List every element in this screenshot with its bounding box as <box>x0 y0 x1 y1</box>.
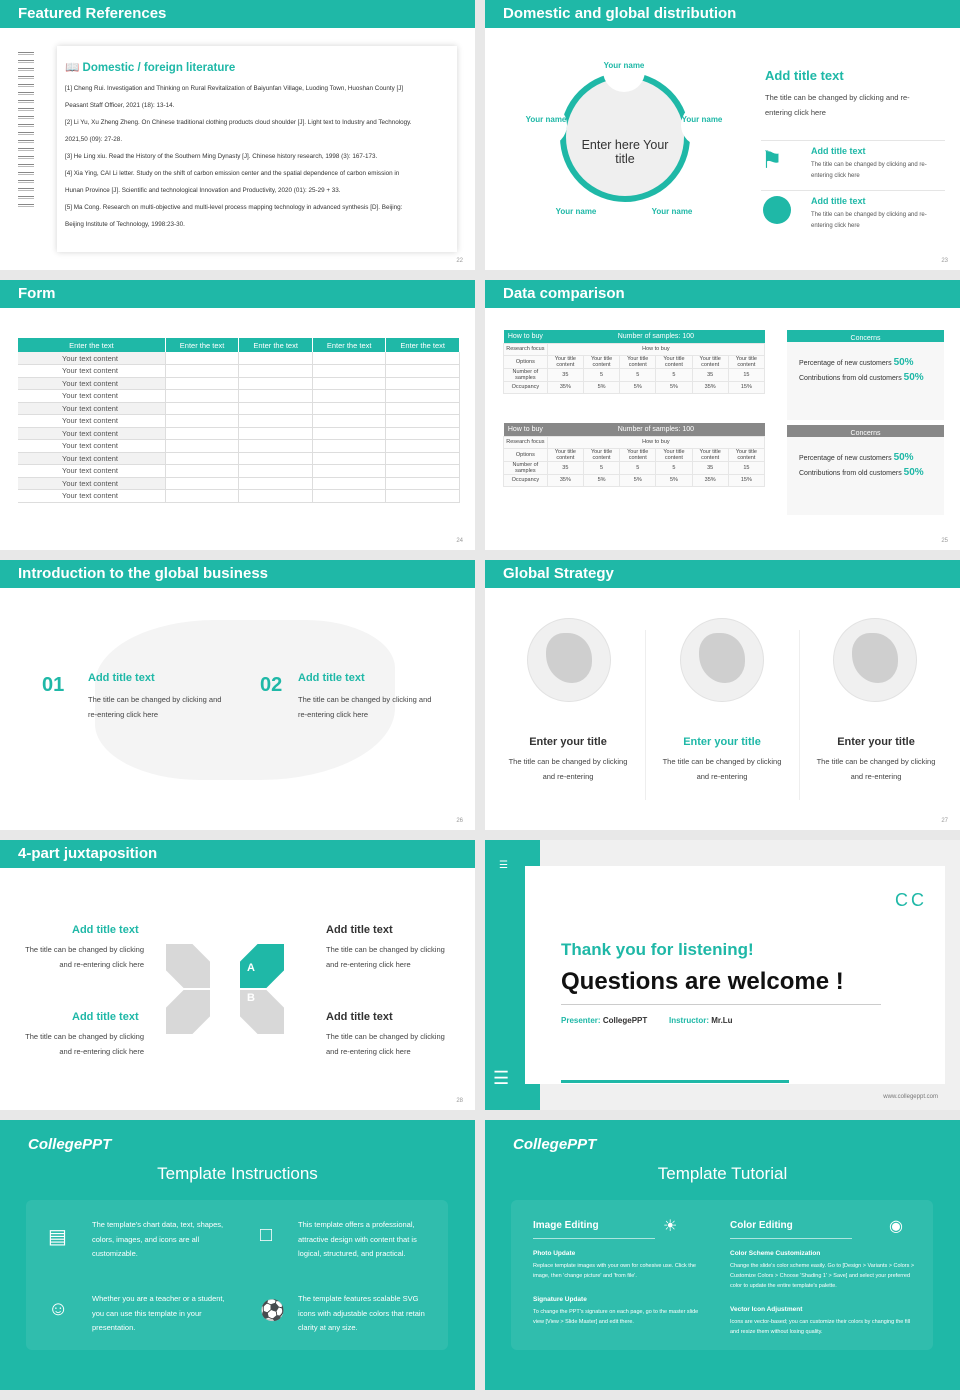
cycle-node: Your name <box>603 50 645 92</box>
strategy-block: Enter your title The title can be changed by clicking and re-entering <box>662 736 782 781</box>
slide-form[interactable] <box>0 280 475 550</box>
teacher-icon: ☺ <box>48 1298 69 1320</box>
add-title: Add title text <box>72 1011 139 1023</box>
add-title: Add title text <box>326 924 393 936</box>
slide-4-part[interactable] <box>0 840 475 1110</box>
slide-title: Template Instructions <box>157 1164 318 1183</box>
table-row: Your text content <box>18 377 460 390</box>
slide-title: Data comparison <box>485 280 960 308</box>
letter-b: B <box>247 992 255 1004</box>
globe-image <box>527 618 611 702</box>
add-title: Add title text <box>298 672 365 684</box>
number-01: 01 <box>42 674 65 696</box>
divider <box>561 1004 881 1005</box>
sub-body: The title can be changed by clicking and re-entering click here <box>811 212 927 229</box>
cycle-node: Your name <box>555 196 597 238</box>
table-row: Your text content <box>18 440 460 453</box>
slide-tutorial[interactable]: CollegePPT Template Tutorial Image Editing ☀ Photo Update Replace template images with your own for cohesive use. Click the image, then 'change picture' and 'from file'. Signature Update To change the PPT's signature on each page, go to the master slide view [View > Slide Master] and edit there. Color Editing ◉ Color Scheme Customization Change the slide's color scheme easily. Go to [Design > Variants > Colors > Customize Colors > Choose 'Shading 1' > Save] and select your preferred color to update the entire template's palette. Vector Icon Adjustment Icons are vector-based; you can customize their colors by changing the fill and resize them without losing quality. <box>485 1120 960 1390</box>
instruction-item: This template offers a professional, attractive design with content that is logical, structured, and practical. <box>298 1220 417 1258</box>
concerns-card-teal: Concerns Percentage of new customers 50% Contributions from old customers 50% <box>787 330 944 420</box>
table-row: Your text content <box>18 452 460 465</box>
page-number: 26 <box>456 818 463 824</box>
page-number: 24 <box>456 538 463 544</box>
cycle-node: Your name <box>651 196 693 238</box>
slide-title: Template Tutorial <box>657 1164 788 1183</box>
table-row: Your text content <box>18 365 460 378</box>
add-title: Add title text <box>326 1011 393 1023</box>
cycle-center <box>566 78 684 196</box>
thanks-text: Thank you for listening! <box>561 940 754 959</box>
spiral-binding <box>18 52 36 212</box>
table-row: Your text content <box>18 415 460 428</box>
add-body: The title can be changed by clicking and re-entering click here <box>765 93 910 117</box>
color-editing-title: Color Editing <box>730 1220 793 1231</box>
slide-instructions[interactable] <box>0 1120 475 1390</box>
slide-data-comparison[interactable] <box>485 280 960 550</box>
cycle-node: Your name <box>525 104 567 146</box>
layers-icon: ☰ <box>493 1068 510 1088</box>
add-body: The title can be changed by clicking and re-entering click here <box>326 945 445 969</box>
ref-line: Hunan Province [J]. Scientific and technological Innovation and Productivity, 2020 (01): 25-29 + 33. <box>65 187 341 194</box>
add-title: Add title text <box>88 672 155 684</box>
instruction-item: The template's chart data, text, shapes, colors, images, and icons are all customizable. <box>92 1220 224 1258</box>
table-header: Enter the text Enter the text Enter the text Enter the text Enter the text <box>18 338 460 352</box>
strategy-block: Enter your title The title can be changed by clicking and re-entering <box>816 736 936 781</box>
table-row: Your text content <box>18 490 460 503</box>
ref-line: Peasant Staff Officer, 2021 (18): 13-14. <box>65 102 175 109</box>
ref-line: [5] Ma Cong. Research on multi-objective and multi-level process mapping technology in advanced synthesis [D]. Beijing: <box>65 204 403 211</box>
cc-logo: CC <box>895 890 927 910</box>
concerns-card-gray: Concerns Percentage of new customers 50% Contributions from old customers 50% <box>787 425 944 515</box>
slide-title: Domestic and global distribution <box>485 0 960 28</box>
slide-thanks[interactable] <box>485 840 960 1110</box>
page-number: 28 <box>456 1098 463 1104</box>
add-title: Add title text <box>765 68 844 83</box>
add-title: Add title text <box>72 924 139 936</box>
divider <box>799 630 800 800</box>
table-row: Your text content <box>18 390 460 403</box>
sub-title: Add title text <box>811 196 866 206</box>
presenter-line: Presenter: CollegePPT <box>561 1016 648 1025</box>
lightbulb-icon: ☀ <box>663 1218 678 1235</box>
menu-icon: ☰ <box>499 860 508 871</box>
page-number: 22 <box>456 258 463 264</box>
accent-bar <box>561 1080 789 1083</box>
table-row: Your text content <box>18 402 460 415</box>
page-number: 23 <box>941 258 948 264</box>
slide-featured-references[interactable] <box>0 0 475 270</box>
ref-line: 2021,50 (09): 27-28. <box>65 136 123 143</box>
globe-image <box>680 618 764 702</box>
ref-line: [1] Cheng Rui. Investigation and Thinking on Rural Revitalization of Baiyunfan Village, Luoding Town, Huoshan County [J] <box>65 85 404 92</box>
divider <box>645 630 646 800</box>
sub-body: The title can be changed by clicking and re-entering click here <box>811 162 927 179</box>
instruction-item: Whether you are a teacher or a student, you can use this template in your presentation. <box>92 1294 225 1332</box>
strategy-block: Enter your title The title can be changed by clicking and re-entering <box>508 736 628 781</box>
ref-line: [3] He Ling xiu. Read the History of the Southern Ming Dynasty [J]. Chinese history research, 1998 (3): 167-173. <box>65 153 378 160</box>
center-title: Enter here Your title <box>581 138 669 166</box>
slide-global-business[interactable] <box>0 560 475 830</box>
letter-d: D <box>218 962 226 974</box>
divider <box>533 1238 655 1239</box>
divider <box>761 140 945 141</box>
image-editing-title: Image Editing <box>533 1220 599 1231</box>
slide-global-strategy[interactable] <box>485 560 960 830</box>
number-02: 02 <box>260 674 283 696</box>
table-row: Your text content <box>18 477 460 490</box>
sub-title: Add title text <box>811 146 866 156</box>
reference-card <box>57 46 457 252</box>
box-icon: □ <box>260 1224 273 1246</box>
globe-image <box>833 618 917 702</box>
quadrant-c <box>166 990 210 1034</box>
china-map-icon: ⚑ <box>761 147 783 174</box>
page-number: 27 <box>941 818 948 824</box>
page-number: 25 <box>941 538 948 544</box>
palette-icon: ◉ <box>889 1218 903 1235</box>
document-icon: ▤ <box>48 1226 67 1248</box>
slide-title: Global Strategy <box>485 560 960 588</box>
website-url[interactable]: www.collegeppt.com <box>883 1094 938 1100</box>
add-body: The title can be changed by clicking and re-entering click here <box>88 695 222 719</box>
add-body: The title can be changed by clicking and re-entering click here <box>326 1032 445 1056</box>
reference-heading: 📖 Domestic / foreign literature <box>65 62 236 74</box>
comparison-table-teal: How to buy Number of samples: 100 Research focus How to buy Options Your title content Your title content Your title content Your title content Your title content Your title content Number of samples 35 5 5 5 35 15 Occupancy 35% 5% 5% 5% 35% 15% <box>503 330 765 394</box>
table-row: Your text content <box>18 427 460 440</box>
slide-title: Introduction to the global business <box>0 560 475 588</box>
letter-c: C <box>218 992 226 1004</box>
questions-text: Questions are welcome ! <box>561 968 844 995</box>
add-body: The title can be changed by clicking and re-entering click here <box>25 945 144 969</box>
table-row: Your text content <box>18 352 460 365</box>
globe-icon <box>763 196 791 224</box>
form-table <box>18 338 460 503</box>
slide-title: 4-part juxtaposition <box>0 840 475 868</box>
slide-distribution[interactable] <box>485 0 960 270</box>
table-row: Your text content <box>18 465 460 478</box>
collegeppt-logo: CollegePPT <box>513 1136 597 1153</box>
quadrant-d <box>166 944 210 988</box>
instruction-item: The template features scalable SVG icons with adjustable colors that retain clarity at any size. <box>298 1294 425 1332</box>
slide-title: Featured References <box>0 0 475 28</box>
ref-line: Beijing Institute of Technology, 1998:23-30. <box>65 221 185 228</box>
add-body: The title can be changed by clicking and re-entering click here <box>25 1032 144 1056</box>
add-body: The title can be changed by clicking and re-entering click here <box>298 695 432 719</box>
divider <box>730 1238 852 1239</box>
book-icon: 📖 <box>65 62 83 74</box>
cycle-node: Your name <box>681 104 723 146</box>
slide-title: Form <box>0 280 475 308</box>
divider <box>761 190 945 191</box>
ball-icon: ⚽ <box>260 1300 285 1322</box>
comparison-table-gray: How to buy Number of samples: 100 Research focus How to buy Options Your title content Your title content Your title content Your title content Your title content Your title content Number of samples 35 5 5 5 35 15 Occupancy 35% 5% 5% 5% 35% 15% <box>503 423 765 487</box>
instructor-line: Instructor: Mr.Lu <box>669 1016 733 1025</box>
letter-a: A <box>247 962 255 974</box>
collegeppt-logo: CollegePPT <box>28 1136 112 1153</box>
ref-line: [4] Xia Ying, CAI Li letter. Study on the shift of carbon emission center and the spatial dependence of carbon emission in <box>65 170 400 177</box>
ref-line: [2] Li Yu, Xu Zheng Zheng. On Chinese traditional clothing products cloud shoulder [J]. Light text to Industry and Technology. <box>65 119 412 126</box>
